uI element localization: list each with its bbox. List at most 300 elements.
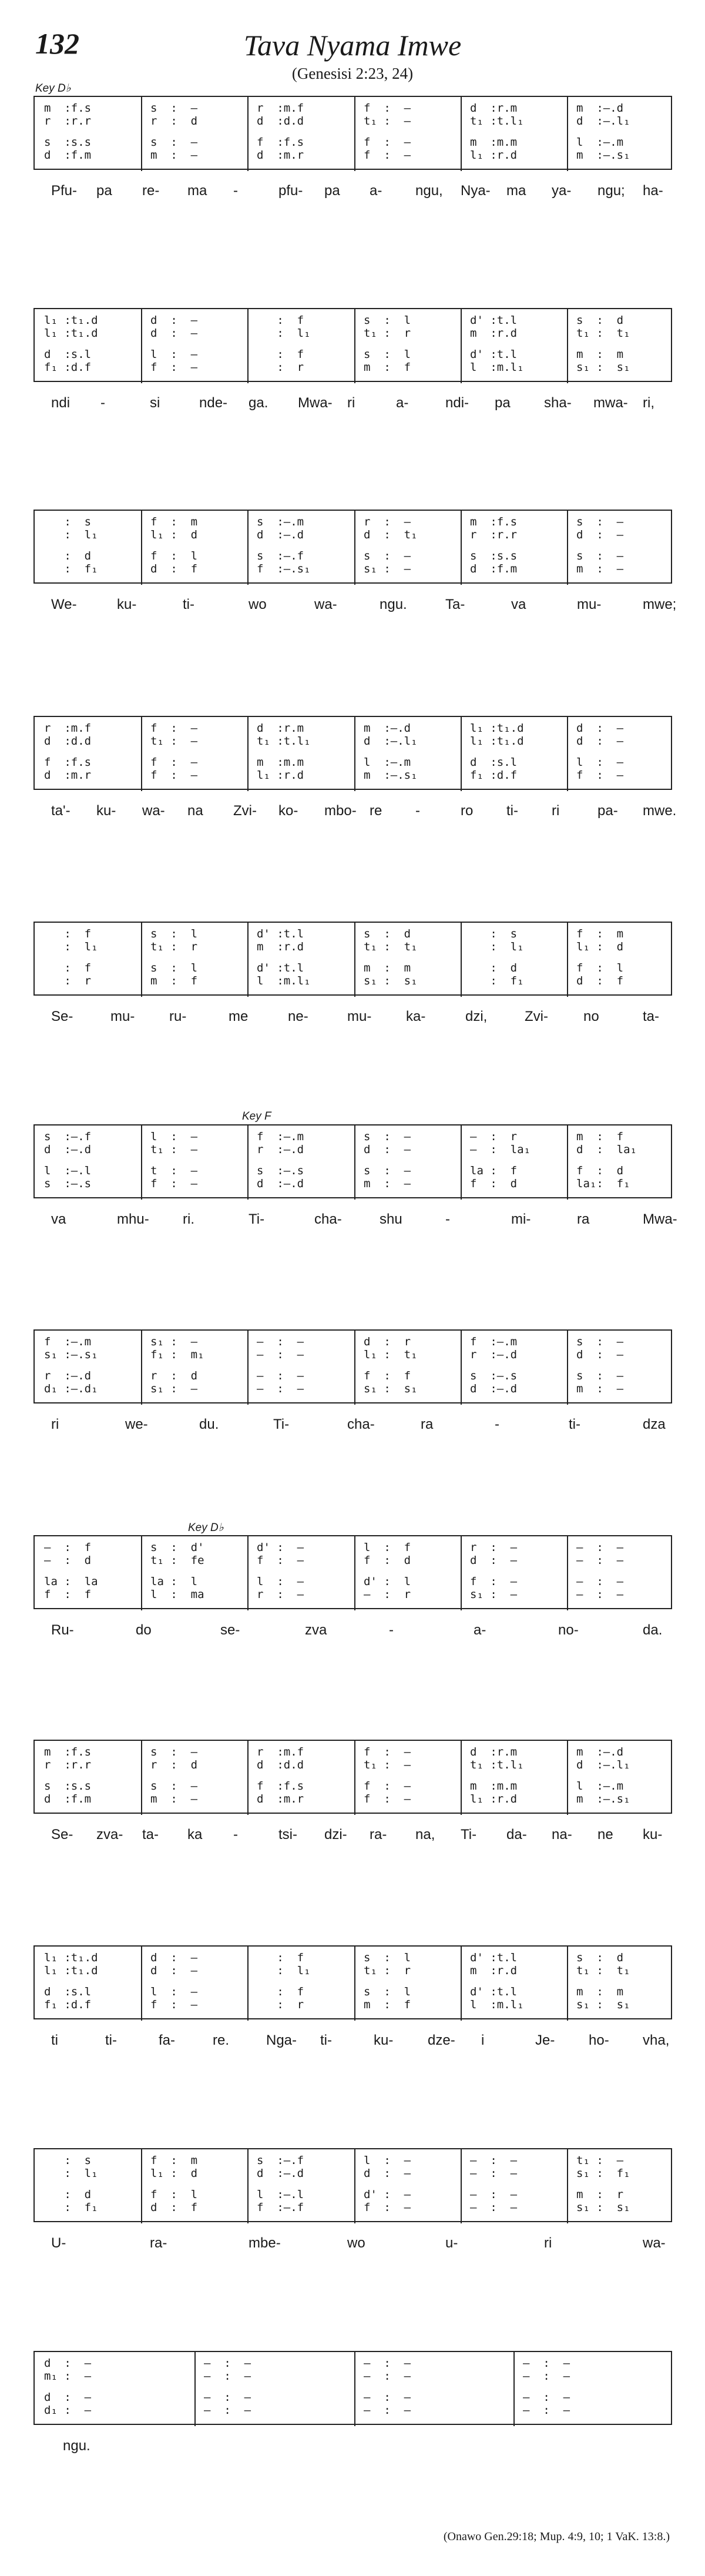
lyric-syllable: Se- bbox=[51, 1009, 73, 1024]
barline bbox=[461, 1536, 462, 1610]
solfa-notes: : f bbox=[257, 314, 304, 327]
staff-box bbox=[33, 922, 672, 996]
solfa-notes: s :–.s bbox=[257, 1164, 304, 1177]
lyric-syllable: wo bbox=[347, 2235, 365, 2251]
solfa-notes: : r bbox=[257, 361, 304, 374]
solfa-notes: m : — bbox=[364, 1177, 411, 1190]
lyric-syllable: ri bbox=[552, 803, 560, 819]
lyric-syllable: ku- bbox=[117, 597, 137, 612]
barline bbox=[354, 1536, 355, 1610]
solfa-notes: d :m.r bbox=[44, 769, 92, 782]
solfa-notes: : d bbox=[470, 962, 518, 974]
solfa-notes: d : — bbox=[150, 1964, 198, 1977]
solfa-notes: m :m.m bbox=[470, 1780, 518, 1793]
solfa-notes: : f₁ bbox=[470, 974, 524, 987]
solfa-notes: f : f bbox=[44, 1588, 92, 1601]
barline bbox=[354, 2352, 355, 2426]
solfa-notes: m : f bbox=[576, 1130, 624, 1143]
solfa-notes: : l₁ bbox=[44, 528, 98, 541]
solfa-notes: s₁ : s₁ bbox=[364, 974, 418, 987]
lyric-syllable: ri bbox=[51, 1416, 59, 1432]
lyric-syllable: Ti- bbox=[249, 1211, 265, 1227]
barline bbox=[141, 717, 142, 791]
lyric-syllable: mbo- bbox=[324, 803, 357, 819]
solfa-notes: t₁ : t₁ bbox=[576, 1964, 630, 1977]
lyric-syllable: ngu. bbox=[63, 2438, 90, 2454]
barline bbox=[141, 2149, 142, 2223]
lyric-syllable: - bbox=[415, 803, 420, 819]
lyric-syllable: wa- bbox=[142, 803, 165, 819]
solfa-notes: d : — bbox=[470, 1554, 518, 1567]
lyric-syllable: - bbox=[233, 183, 238, 199]
solfa-notes: f : m bbox=[150, 515, 198, 528]
barline bbox=[247, 1947, 249, 2021]
lyric-syllable: dze- bbox=[428, 2032, 455, 2048]
lyric-syllable: ri bbox=[544, 2235, 552, 2251]
solfa-notes: d : la₁ bbox=[576, 1143, 637, 1156]
solfa-notes: l :–.m bbox=[576, 1780, 624, 1793]
lyric-syllable: pa bbox=[495, 395, 511, 411]
lyric-syllable: ri, bbox=[643, 395, 654, 411]
solfa-notes: t₁ : r bbox=[150, 940, 198, 953]
solfa-notes: l₁ :r.d bbox=[470, 1793, 518, 1805]
solfa-notes: s : d bbox=[576, 1951, 624, 1964]
staff-box bbox=[33, 1124, 672, 1198]
barline bbox=[461, 923, 462, 997]
barline bbox=[141, 1536, 142, 1610]
solfa-notes: d : f bbox=[150, 2201, 198, 2214]
solfa-notes: s : — bbox=[576, 550, 624, 562]
solfa-notes: r :r.r bbox=[470, 528, 518, 541]
solfa-notes: s : l bbox=[364, 1951, 411, 1964]
barline bbox=[141, 1125, 142, 1200]
music-system bbox=[33, 1329, 672, 1403]
solfa-notes: d : — bbox=[576, 722, 624, 735]
solfa-notes: — : — bbox=[523, 2391, 570, 2404]
solfa-notes: — : — bbox=[523, 2404, 570, 2417]
solfa-notes: l : — bbox=[150, 348, 198, 361]
staff-box bbox=[33, 1945, 672, 2019]
music-system bbox=[33, 308, 672, 382]
solfa-notes: s : d' bbox=[150, 1541, 204, 1554]
lyric-syllable: ti- bbox=[569, 1416, 580, 1432]
lyric-syllable: mi- bbox=[511, 1211, 531, 1227]
solfa-notes: — : — bbox=[257, 1348, 304, 1361]
solfa-notes: — : f bbox=[44, 1541, 92, 1554]
solfa-notes: d :r.m bbox=[470, 1746, 518, 1758]
barline bbox=[247, 1331, 249, 1405]
solfa-notes: l :m.l₁ bbox=[257, 974, 311, 987]
solfa-notes: l :–.l bbox=[257, 2188, 304, 2201]
solfa-notes: d : — bbox=[364, 2167, 411, 2180]
solfa-notes: — : — bbox=[364, 2370, 411, 2383]
barline bbox=[567, 2149, 568, 2223]
lyric-syllable: ro bbox=[461, 803, 474, 819]
solfa-notes: — : — bbox=[364, 2391, 411, 2404]
lyric-line bbox=[33, 1009, 672, 1032]
solfa-notes: f : — bbox=[576, 769, 624, 782]
solfa-notes: s₁ : s₁ bbox=[576, 2201, 630, 2214]
lyric-syllable: wo bbox=[249, 597, 267, 612]
solfa-notes: r : d bbox=[150, 115, 198, 128]
lyric-syllable: cha- bbox=[347, 1416, 375, 1432]
solfa-notes: la : f bbox=[470, 1164, 518, 1177]
lyric-line bbox=[33, 1827, 672, 1850]
solfa-notes: l₁ :t₁.d bbox=[44, 1964, 98, 1977]
solfa-notes: : f₁ bbox=[44, 2201, 98, 2214]
solfa-notes: f : m bbox=[576, 927, 624, 940]
solfa-notes: — : — bbox=[576, 1588, 624, 1601]
barline bbox=[461, 511, 462, 585]
solfa-notes: t₁ : t₁ bbox=[576, 327, 630, 340]
lyric-syllable: na- bbox=[552, 1827, 572, 1843]
lyric-line bbox=[33, 597, 677, 620]
solfa-notes: f : — bbox=[364, 1793, 411, 1805]
solfa-notes: d : — bbox=[150, 327, 198, 340]
solfa-notes: m₁ : — bbox=[44, 2370, 92, 2383]
lyric-syllable: ho- bbox=[589, 2032, 609, 2048]
solfa-notes: f : — bbox=[364, 136, 411, 149]
barline bbox=[354, 1741, 355, 1815]
lyric-syllable: me bbox=[229, 1009, 249, 1024]
solfa-notes: s :–.s bbox=[470, 1369, 518, 1382]
lyric-syllable: ngu, bbox=[415, 183, 443, 199]
music-system bbox=[33, 716, 672, 790]
barline bbox=[141, 923, 142, 997]
solfa-notes: — : — bbox=[204, 2391, 251, 2404]
solfa-notes: d₁ : — bbox=[44, 2404, 92, 2417]
solfa-notes: l : f bbox=[364, 1541, 411, 1554]
solfa-notes: f :f.s bbox=[257, 136, 304, 149]
barline bbox=[567, 309, 568, 383]
solfa-notes: : f bbox=[257, 1951, 304, 1964]
solfa-notes: r : — bbox=[257, 1588, 304, 1601]
lyric-syllable: ra- bbox=[150, 2235, 167, 2251]
solfa-notes: t₁ : r bbox=[364, 327, 411, 340]
solfa-notes: r :r.r bbox=[44, 1758, 92, 1771]
solfa-notes: d : r bbox=[364, 1335, 411, 1348]
lyric-syllable: ti- bbox=[183, 597, 194, 612]
barline bbox=[567, 923, 568, 997]
lyric-syllable: u- bbox=[445, 2235, 458, 2251]
lyric-syllable: a- bbox=[474, 1622, 486, 1638]
solfa-notes: d : — bbox=[150, 1951, 198, 1964]
solfa-notes: s : — bbox=[150, 102, 198, 115]
solfa-notes: : r bbox=[257, 1998, 304, 2011]
solfa-notes: s :–.f bbox=[257, 550, 304, 562]
solfa-notes: s : — bbox=[364, 1130, 411, 1143]
lyric-syllable: shu bbox=[380, 1211, 402, 1227]
solfa-notes: : s bbox=[470, 927, 518, 940]
staff-box bbox=[33, 1535, 672, 1609]
lyric-syllable: ku- bbox=[643, 1827, 663, 1843]
solfa-notes: d :f.m bbox=[44, 1793, 92, 1805]
solfa-notes: r :–.d bbox=[470, 1348, 518, 1361]
solfa-notes: f :–.s₁ bbox=[257, 562, 311, 575]
solfa-notes: t₁ : — bbox=[150, 1143, 198, 1156]
solfa-notes: s :–.f bbox=[257, 2154, 304, 2167]
lyric-line bbox=[33, 2235, 672, 2259]
solfa-notes: r :m.f bbox=[257, 1746, 304, 1758]
lyric-syllable: nde- bbox=[199, 395, 228, 411]
barline bbox=[567, 1741, 568, 1815]
lyric-syllable: na bbox=[187, 803, 203, 819]
solfa-notes: d' : — bbox=[364, 2188, 411, 2201]
solfa-notes: s₁ : s₁ bbox=[576, 361, 630, 374]
barline bbox=[354, 1947, 355, 2021]
barline bbox=[354, 97, 355, 171]
solfa-notes: m : — bbox=[576, 1382, 624, 1395]
solfa-notes: m : f bbox=[150, 974, 198, 987]
solfa-notes: s : l bbox=[150, 962, 198, 974]
solfa-notes: d :r.m bbox=[470, 102, 518, 115]
solfa-notes: f :f.s bbox=[44, 756, 92, 769]
lyric-syllable: da- bbox=[506, 1827, 527, 1843]
barline bbox=[247, 309, 249, 383]
lyric-syllable: ha- bbox=[643, 183, 663, 199]
solfa-notes: l₁ : d bbox=[150, 528, 198, 541]
solfa-notes: f : — bbox=[364, 1746, 411, 1758]
lyric-syllable: va bbox=[511, 597, 526, 612]
lyric-syllable: ma bbox=[187, 183, 207, 199]
lyric-syllable: mbe- bbox=[249, 2235, 281, 2251]
lyric-syllable: - bbox=[389, 1622, 394, 1638]
solfa-notes: s : — bbox=[364, 550, 411, 562]
scripture-reference: (Genesisi 2:23, 24) bbox=[291, 65, 414, 82]
solfa-notes: f : — bbox=[150, 769, 198, 782]
lyric-syllable: pa bbox=[324, 183, 340, 199]
solfa-notes: — : — bbox=[364, 2404, 411, 2417]
solfa-notes: d' :t.l bbox=[257, 927, 304, 940]
solfa-notes: : l₁ bbox=[44, 940, 98, 953]
lyric-syllable: ka bbox=[187, 1827, 203, 1843]
solfa-notes: m :f.s bbox=[44, 1746, 92, 1758]
lyric-syllable: ri. bbox=[183, 1211, 194, 1227]
solfa-notes: l : — bbox=[257, 1575, 304, 1588]
solfa-notes: d :–.l₁ bbox=[364, 735, 418, 748]
solfa-notes: t₁ : — bbox=[364, 115, 411, 128]
solfa-notes: l₁ :t₁.d bbox=[44, 314, 98, 327]
lyric-syllable: Nya- bbox=[461, 183, 491, 199]
lyric-syllable: - bbox=[233, 1827, 238, 1843]
barline bbox=[354, 2149, 355, 2223]
solfa-notes: — : — bbox=[523, 2357, 570, 2370]
solfa-notes: m :–.s₁ bbox=[364, 769, 418, 782]
solfa-notes: la : la bbox=[44, 1575, 98, 1588]
lyric-syllable: zva bbox=[305, 1622, 327, 1638]
barline bbox=[247, 1741, 249, 1815]
solfa-notes: t₁ : — bbox=[150, 735, 198, 748]
barline bbox=[354, 717, 355, 791]
solfa-notes: l :m.l₁ bbox=[470, 361, 524, 374]
lyric-syllable: U- bbox=[51, 2235, 66, 2251]
solfa-notes: f : — bbox=[150, 756, 198, 769]
lyric-syllable: na, bbox=[415, 1827, 435, 1843]
solfa-notes: : l₁ bbox=[257, 327, 311, 340]
solfa-notes: f :–.m bbox=[44, 1335, 92, 1348]
solfa-notes: m :–.d bbox=[364, 722, 411, 735]
solfa-notes: f : — bbox=[257, 1554, 304, 1567]
staff-box bbox=[33, 308, 672, 382]
staff-box bbox=[33, 2148, 672, 2222]
solfa-notes: m :r.d bbox=[257, 940, 304, 953]
lyric-syllable: ti- bbox=[506, 803, 518, 819]
solfa-notes: d' : l bbox=[364, 1575, 411, 1588]
solfa-notes: f : m bbox=[150, 2154, 198, 2167]
staff-box bbox=[33, 2351, 672, 2425]
solfa-notes: f : — bbox=[364, 2201, 411, 2214]
solfa-notes: l₁ :t₁.d bbox=[44, 1951, 98, 1964]
lyric-syllable: pfu- bbox=[278, 183, 303, 199]
solfa-notes: : r bbox=[44, 974, 92, 987]
lyric-syllable: ra bbox=[577, 1211, 590, 1227]
solfa-notes: : f bbox=[257, 348, 304, 361]
solfa-notes: f : l bbox=[150, 2188, 198, 2201]
solfa-notes: l :m.l₁ bbox=[470, 1998, 524, 2011]
barline bbox=[354, 1125, 355, 1200]
solfa-notes: : f bbox=[44, 927, 92, 940]
solfa-notes: l₁ : t₁ bbox=[364, 1348, 418, 1361]
barline bbox=[567, 1331, 568, 1405]
barline bbox=[461, 1125, 462, 1200]
solfa-notes: — : — bbox=[204, 2370, 251, 2383]
lyric-syllable: mhu- bbox=[117, 1211, 149, 1227]
lyric-syllable: dzi, bbox=[465, 1009, 488, 1024]
solfa-notes: f : — bbox=[150, 722, 198, 735]
solfa-notes: s₁ : s₁ bbox=[364, 1382, 418, 1395]
solfa-notes: — : — bbox=[523, 2370, 570, 2383]
solfa-notes: m : — bbox=[150, 149, 198, 162]
footer-reference: (Onawo Gen.29:18; Mup. 4:9, 10; 1 VaK. 13:8.) bbox=[443, 2530, 670, 2543]
barline bbox=[247, 2149, 249, 2223]
solfa-notes: : f bbox=[44, 962, 92, 974]
solfa-notes: d :m.r bbox=[257, 1793, 304, 1805]
solfa-notes: l₁ : d bbox=[576, 940, 624, 953]
solfa-notes: f : — bbox=[364, 1780, 411, 1793]
solfa-notes: t₁ :t.l₁ bbox=[257, 735, 311, 748]
solfa-notes: : d bbox=[44, 2188, 92, 2201]
solfa-notes: d' :t.l bbox=[470, 1951, 518, 1964]
barline bbox=[461, 1331, 462, 1405]
barline bbox=[141, 1741, 142, 1815]
solfa-notes: m : m bbox=[576, 348, 624, 361]
lyric-syllable: ka- bbox=[406, 1009, 426, 1024]
solfa-notes: s :–.f bbox=[44, 1130, 92, 1143]
solfa-notes: f :–.f bbox=[257, 2201, 304, 2214]
barline bbox=[461, 309, 462, 383]
barline bbox=[247, 717, 249, 791]
lyric-syllable: a- bbox=[370, 183, 382, 199]
solfa-notes: t₁ : t₁ bbox=[364, 940, 418, 953]
solfa-notes: r :r.r bbox=[44, 115, 92, 128]
solfa-notes: t₁ :t.l₁ bbox=[470, 1758, 524, 1771]
music-system bbox=[33, 1945, 672, 2019]
lyric-syllable: wa- bbox=[314, 597, 337, 612]
solfa-notes: d :r.m bbox=[257, 722, 304, 735]
solfa-notes: l : — bbox=[150, 1130, 198, 1143]
solfa-notes: s :–.m bbox=[257, 515, 304, 528]
barline bbox=[141, 1331, 142, 1405]
music-system bbox=[33, 2148, 672, 2222]
lyric-syllable: ko- bbox=[278, 803, 298, 819]
solfa-notes: d :d.d bbox=[257, 115, 304, 128]
solfa-notes: m :f.s bbox=[44, 102, 92, 115]
solfa-notes: : l₁ bbox=[44, 2167, 98, 2180]
solfa-notes: f :–.m bbox=[257, 1130, 304, 1143]
barline bbox=[567, 97, 568, 171]
key-signature: Key D♭ bbox=[188, 1522, 224, 1534]
staff-box bbox=[33, 1329, 672, 1403]
solfa-notes: — : — bbox=[204, 2357, 251, 2370]
solfa-notes: : f₁ bbox=[44, 562, 98, 575]
barline bbox=[247, 97, 249, 171]
lyric-syllable: Nga- bbox=[266, 2032, 297, 2048]
solfa-notes: f : l bbox=[576, 962, 624, 974]
hymn-number: 132 bbox=[35, 27, 79, 60]
solfa-notes: d :–.l₁ bbox=[576, 1758, 630, 1771]
solfa-notes: — : — bbox=[470, 2167, 518, 2180]
solfa-notes: s : — bbox=[576, 1335, 624, 1348]
solfa-notes: d : — bbox=[576, 735, 624, 748]
lyric-syllable: We- bbox=[51, 597, 77, 612]
lyric-syllable: Mwa- bbox=[298, 395, 333, 411]
solfa-notes: r :m.f bbox=[257, 102, 304, 115]
solfa-notes: t₁ : fe bbox=[150, 1554, 204, 1567]
solfa-notes: : s bbox=[44, 2154, 92, 2167]
key-signature: Key F bbox=[242, 1110, 271, 1123]
solfa-notes: f : d bbox=[576, 1164, 624, 1177]
lyric-line bbox=[33, 1416, 672, 1440]
solfa-notes: m : — bbox=[576, 562, 624, 575]
solfa-notes: l₁ :t₁.d bbox=[470, 735, 524, 748]
lyric-syllable: re. bbox=[213, 2032, 230, 2048]
lyric-syllable: ti- bbox=[320, 2032, 332, 2048]
lyric-syllable: ga. bbox=[249, 395, 268, 411]
solfa-notes: — : — bbox=[470, 2188, 518, 2201]
lyric-syllable: - bbox=[445, 1211, 450, 1227]
solfa-notes: l : — bbox=[150, 1985, 198, 1998]
solfa-notes: d₁ :–.d₁ bbox=[44, 1382, 98, 1395]
lyric-syllable: ngu. bbox=[380, 597, 407, 612]
solfa-notes: m :m.m bbox=[257, 756, 304, 769]
lyric-syllable: i bbox=[481, 2032, 485, 2048]
staff-box bbox=[33, 1740, 672, 1814]
solfa-notes: m :f.s bbox=[470, 515, 518, 528]
solfa-notes: d :s.l bbox=[470, 756, 518, 769]
solfa-notes: f : — bbox=[150, 361, 198, 374]
solfa-notes: : f bbox=[257, 1985, 304, 1998]
solfa-notes: t₁ : — bbox=[576, 2154, 624, 2167]
barline bbox=[247, 1536, 249, 1610]
lyric-syllable: ri bbox=[347, 395, 355, 411]
solfa-notes: s₁ : — bbox=[364, 562, 411, 575]
music-system bbox=[33, 96, 672, 170]
lyric-syllable: wa- bbox=[643, 2235, 666, 2251]
lyric-line bbox=[33, 1211, 677, 1235]
solfa-notes: : d bbox=[44, 550, 92, 562]
solfa-notes: m : m bbox=[576, 1985, 624, 1998]
solfa-notes: d' :t.l bbox=[470, 348, 518, 361]
solfa-notes: f : — bbox=[470, 1575, 518, 1588]
music-system bbox=[33, 2351, 672, 2425]
lyric-syllable: du. bbox=[199, 1416, 219, 1432]
lyric-syllable: Mwa- bbox=[643, 1211, 677, 1227]
solfa-notes: d : — bbox=[44, 2357, 92, 2370]
staff-box bbox=[33, 510, 672, 584]
solfa-notes: s :–.s bbox=[44, 1177, 92, 1190]
solfa-notes: r : d bbox=[150, 1369, 198, 1382]
solfa-notes: l₁ :r.d bbox=[257, 769, 304, 782]
